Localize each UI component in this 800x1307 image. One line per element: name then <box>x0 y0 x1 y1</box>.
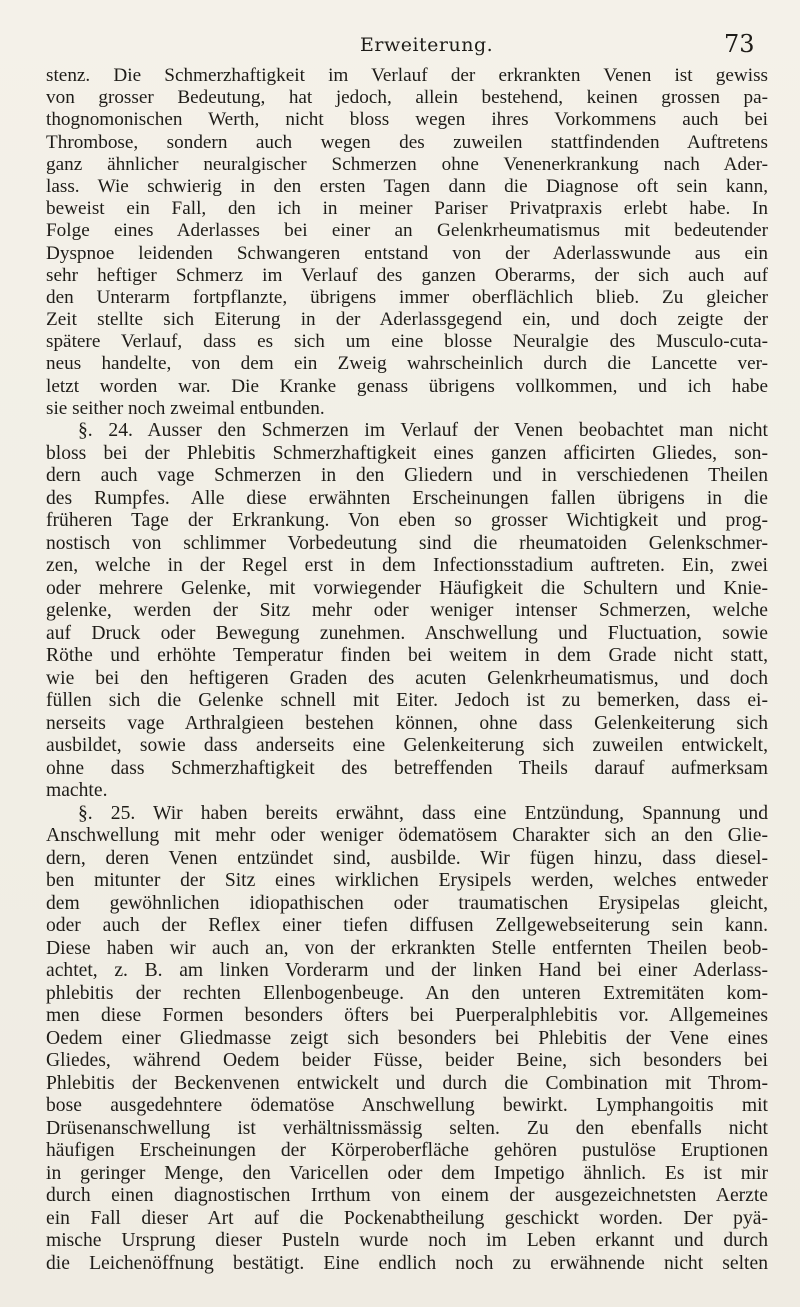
paragraph-1 <box>46 65 768 420</box>
text-line: sehr heftiger Schmerz im Verlauf des ganzen Oberarms, der sich auch auf <box>46 264 768 286</box>
text-line: Röthe und erhöhte Temperatur finden bei weitem in dem Grade nicht statt, <box>46 645 768 666</box>
text-line: dem gewöhnlichen idiopathischen oder traumatischen Erysipelas gleicht, <box>46 892 768 914</box>
text-line: in geringer Menge, den Varicellen oder dem Impetigo ähnlich. Es ist mir <box>46 1162 768 1184</box>
text-line: häufigen Erscheinungen der Körperoberfläche gehören pustulöse Eruptionen <box>46 1140 768 1161</box>
text-line: füllen sich die Gelenke schnell mit Eiter. Jedoch ist zu bemerken, dass ei- <box>46 690 768 711</box>
text-line: spätere Verlauf, dass es sich um eine blosse Neuralgie des Musculo-cuta- <box>46 331 768 353</box>
section-heading-line: §. 25. Wir haben bereits erwähnt, dass eine Entzündung, Spannung und <box>78 802 768 824</box>
text-line: letzt worden war. Die Kranke genass übrigens vollkommen, und ich habe <box>46 375 768 397</box>
text-line: Diese haben wir auch an, von der erkrankten Stelle entfernten Theilen beob- <box>46 937 768 959</box>
text-line: nostisch von schlimmer Vorbedeutung sind die rheumatoiden Gelenkschmer- <box>46 532 768 554</box>
text-line: oder mehrere Gelenke, mit vorwiegender Häufigkeit die Schultern und Knie- <box>46 577 768 599</box>
text-line: ganz ähnlicher neuralgischer Schmerzen ohne Venenerkrankung nach Ader- <box>46 153 768 175</box>
text-line: lass. Wie schwierig in den ersten Tagen dann die Diagnose oft sein kann, <box>46 175 768 197</box>
text-line: Drüsenanschwellung ist verhältnissmässig selten. Zu den ebenfalls nicht <box>46 1117 768 1139</box>
text-line: Anschwellung mit mehr oder weniger ödematösem Charakter sich an den Glie- <box>46 825 768 846</box>
text-line: Zeit stellte sich Eiterung in der Aderlassgegend ein, und doch zeigte der <box>46 309 768 331</box>
text-line: stenz. Die Schmerzhaftigkeit im Verlauf der erkrankten Venen ist gewiss <box>46 65 768 86</box>
text-line: Dyspnoe leidenden Schwangeren entstand von der Aderlasswunde aus ein <box>46 242 768 264</box>
text-line: Thrombose, sondern auch wegen des zuweilen stattfindenden Auftretens <box>46 131 768 153</box>
text-line: Oedem einer Gliedmasse zeigt sich besonders bei Phlebitis der Vene eines <box>46 1027 768 1049</box>
text-line: ohne dass Schmerzhaftigkeit des betreffenden Theils darauf aufmerksam <box>46 757 768 779</box>
text-line: phlebitis der rechten Ellenbogenbeuge. An den unteren Extremitäten kom- <box>46 982 768 1004</box>
page-number: 73 <box>724 30 755 58</box>
text-line: oder auch der Reflex einer tiefen diffusen Zellgewebseiterung sein kann. <box>46 915 768 936</box>
text-line: thognomonischen Werth, nicht bloss wegen ihres Vorkommens auch bei <box>46 109 768 131</box>
text-line: des Rumpfes. Alle diese erwähnten Erscheinungen fallen übrigens in die <box>46 487 768 509</box>
text-line: men diese Formen besonders öfters bei Puerperalphlebitis vor. Allgemeines <box>46 1005 768 1026</box>
text-line: Phlebitis der Beckenvenen entwickelt und durch die Combination mit Throm- <box>46 1072 768 1094</box>
text-line: Gliedes, während Oedem beider Füsse, beider Beine, sich besonders bei <box>46 1050 768 1071</box>
text-line: neus handelte, von dem ein Zweig wahrscheinlich durch die Lancette ver- <box>46 353 768 375</box>
text-line: bose ausgedehntere ödematöse Anschwellung bewirkt. Lymphangoitis mit <box>46 1095 768 1116</box>
text-line: mische Ursprung dieser Pusteln wurde noch im Leben erkannt und durch <box>46 1230 768 1251</box>
text-line: bloss bei der Phlebitis Schmerzhaftigkeit eines ganzen afficirten Gliedes, son- <box>46 442 768 464</box>
running-title: Erweiterung. <box>360 34 494 56</box>
text-line: ben mitunter der Sitz eines wirklichen Erysipels werden, welches entweder <box>46 870 768 891</box>
text-line: machte. <box>46 780 108 801</box>
text-line: auf Druck oder Bewegung zunehmen. Anschwellung und Fluctuation, sowie <box>46 622 768 644</box>
text-line: dern, deren Venen entzündet sind, ausbilde. Wir fügen hinzu, dass diesel- <box>46 847 768 869</box>
text-line: achtet, z. B. am linken Vorderarm und der linken Hand bei einer Aderlass- <box>46 960 768 981</box>
text-line: Folge eines Aderlasses bei einer an Gelenkrheumatismus mit bedeutender <box>46 220 768 242</box>
text-line: gelenke, werden der Sitz mehr oder weniger intenser Schmerzen, welche <box>46 600 768 621</box>
text-line: zen, welche in der Regel erst in dem Infectionsstadium auftreten. Ein, zwei <box>46 555 768 576</box>
text-line: nerseits vage Arthralgieen bestehen können, ohne dass Gelenkeiterung sich <box>46 712 768 734</box>
text-line: den Unterarm fortpflanzte, übrigens immer oberflächlich blieb. Zu gleicher <box>46 286 768 308</box>
text-line: dern auch vage Schmerzen in den Gliedern und in verschiedenen Theilen <box>46 465 768 486</box>
body-text <box>46 65 768 1275</box>
text-line: ein Fall dieser Art auf die Pockenabtheilung geschickt worden. Der pyä- <box>46 1207 768 1229</box>
text-line: die Leichenöffnung bestätigt. Eine endlich noch zu erwähnende nicht selten <box>46 1252 768 1274</box>
text-line: beweist ein Fall, den ich in meiner Pariser Privatpraxis erlebt habe. In <box>46 198 768 220</box>
text-line: früheren Tage der Erkrankung. Von eben so grosser Wichtigkeit und prog- <box>46 510 768 531</box>
running-header <box>0 30 800 60</box>
paragraph-section-24 <box>46 420 768 803</box>
text-line: wie bei den heftigeren Graden des acuten Gelenkrheumatismus, und doch <box>46 667 768 689</box>
section-heading-line: §. 24. Ausser den Schmerzen im Verlauf der Venen beobachtet man nicht <box>78 420 768 441</box>
text-line: durch einen diagnostischen Irrthum von einem der ausgezeichnetsten Aerzte <box>46 1185 768 1206</box>
text-line: ausbildet, sowie dass anderseits eine Gelenkeiterung sich zuweilen entwickelt, <box>46 735 768 756</box>
paragraph-section-25 <box>46 803 768 1276</box>
text-line: sie seither noch zweimal entbunden. <box>46 397 325 419</box>
text-line: von grosser Bedeutung, hat jedoch, allein bestehend, keinen grossen pa- <box>46 87 768 109</box>
